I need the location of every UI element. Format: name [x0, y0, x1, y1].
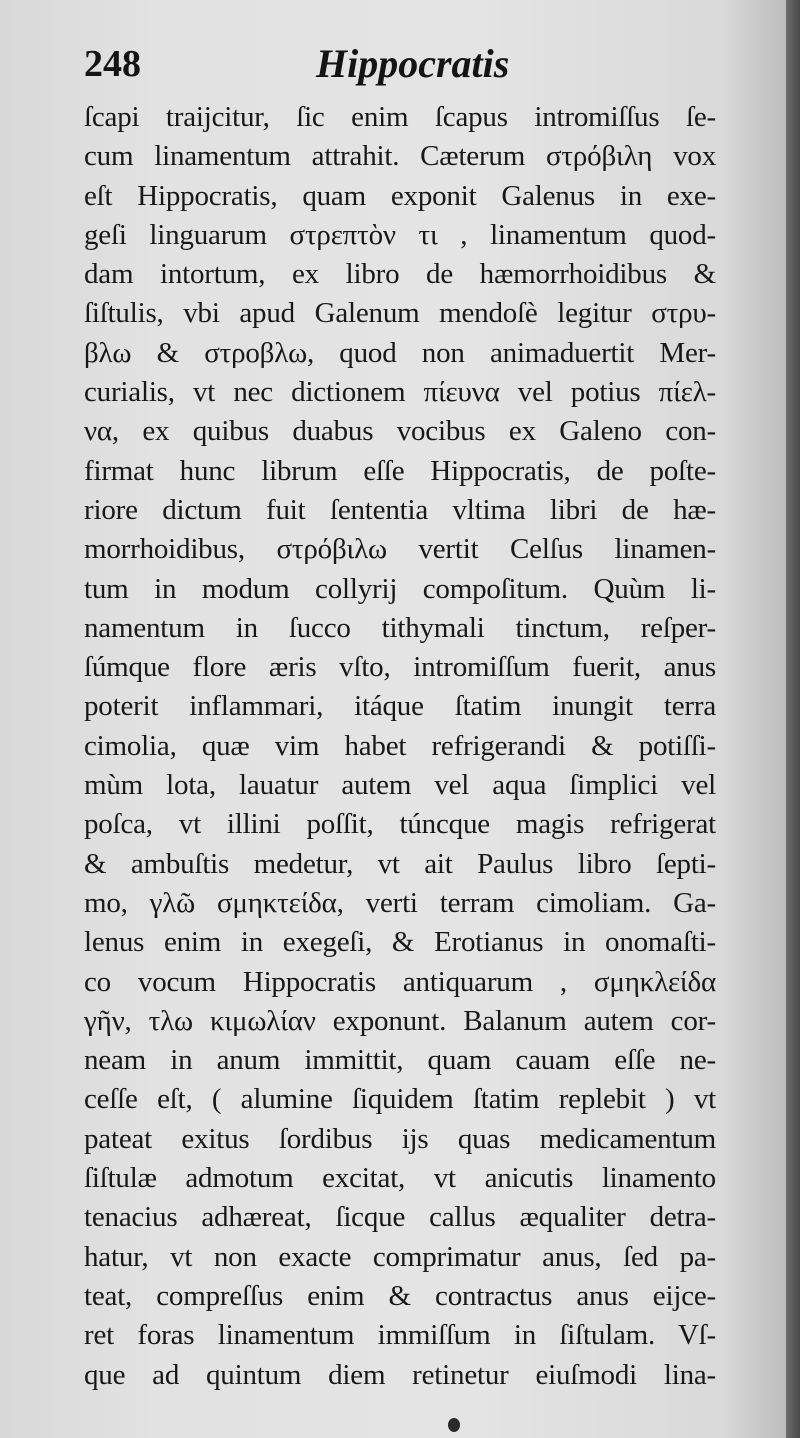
- text-line: poſca, vt illini poſſit, túncque magis refrigerat: [84, 808, 716, 841]
- text-line: cimolia, quæ vim habet refrigerandi & potiſſi-: [84, 729, 716, 762]
- text-line: eſt Hippocratis, quam exponit Galenus in exe-: [84, 179, 716, 212]
- text-line: ſiſtulis, vbi apud Galenum mendoſè legitur στρυ-: [84, 297, 716, 330]
- text-line: tenacius adhæreat, ſicque callus æqualiter detra-: [84, 1201, 716, 1234]
- text-line: βλω & στροβλω, quod non animaduertit Mer-: [84, 336, 716, 369]
- text-line: ret foras linamentum immiſſum in ſiſtulam. Vſ-: [84, 1319, 716, 1352]
- text-line: mo, γλῶ σμηκτείδα, verti terram cimoliam. Ga-: [84, 886, 716, 919]
- text-line: pateat exitus ſordibus ijs quas medicamentum: [84, 1122, 716, 1155]
- text-line: ſcapi traijcitur, ſic enim ſcapus intromiſſus ſe-: [84, 101, 716, 133]
- text-line: ceſſe eſt, ( alumine ſiquidem ſtatim replebit ) vt: [84, 1083, 716, 1116]
- text-line: poterit inflammari, itáque ſtatim inungit terra: [84, 690, 716, 723]
- text-line: que ad quintum diem retinetur eiuſmodi lina-: [84, 1358, 716, 1391]
- page-number: 248: [84, 43, 141, 85]
- text-line: namentum in ſucco tithymali tinctum, reſper-: [84, 611, 716, 644]
- ink-mark: [448, 1418, 460, 1432]
- text-line: ſiſtulæ admotum excitat, vt anicutis linamento: [84, 1162, 716, 1195]
- text-line: teat, compreſſus enim & contractus anus eijce-: [84, 1279, 716, 1312]
- text-line: mùm lota, lauatur autem vel aqua ſimplici vel: [84, 769, 716, 802]
- text-line: firmat hunc librum eſſe Hippocratis, de poſte-: [84, 454, 716, 487]
- text-line: cum linamentum attrahit. Cæterum στρόβιλη vox: [84, 140, 716, 173]
- page-header: [84, 38, 724, 90]
- text-line: morrhoidibus, στρόβιλω vertit Celſus linamen-: [84, 533, 716, 566]
- body-text: [84, 98, 716, 1395]
- text-line: curialis, vt nec dictionem πίευνα vel potius πίελ-: [84, 376, 716, 409]
- text-line: geſi linguarum στρεπτὸν τι , linamentum quod-: [84, 218, 716, 251]
- text-line: ſúmque flore æris vſto, intromiſſum fuerit, anus: [84, 651, 716, 684]
- text-line: tum in modum collyrij compoſitum. Quùm li-: [84, 572, 716, 605]
- text-line: lenus enim in exegeſi, & Erotianus in onomaſti-: [84, 926, 716, 959]
- text-line: hatur, vt non exacte comprimatur anus, ſed pa-: [84, 1240, 716, 1273]
- text-line: να, ex quibus duabus vocibus ex Galeno con-: [84, 415, 716, 448]
- book-spine-edge: [786, 0, 800, 1438]
- running-head: Hippocratis: [316, 41, 510, 86]
- text-line: dam intortum, ex libro de hæmorrhoidibus &: [84, 258, 716, 291]
- text-line: neam in anum immittit, quam cauam eſſe ne-: [84, 1044, 716, 1077]
- text-line: γῆν, τλω κιμωλίαν exponunt. Balanum autem cor-: [84, 1004, 716, 1037]
- text-line: co vocum Hippocratis antiquarum , σμηκλείδα: [84, 965, 716, 998]
- text-line: riore dictum fuit ſententia vltima libri de hæ-: [84, 493, 716, 526]
- text-line: & ambuſtis medetur, vt ait Paulus libro ſepti-: [84, 847, 716, 880]
